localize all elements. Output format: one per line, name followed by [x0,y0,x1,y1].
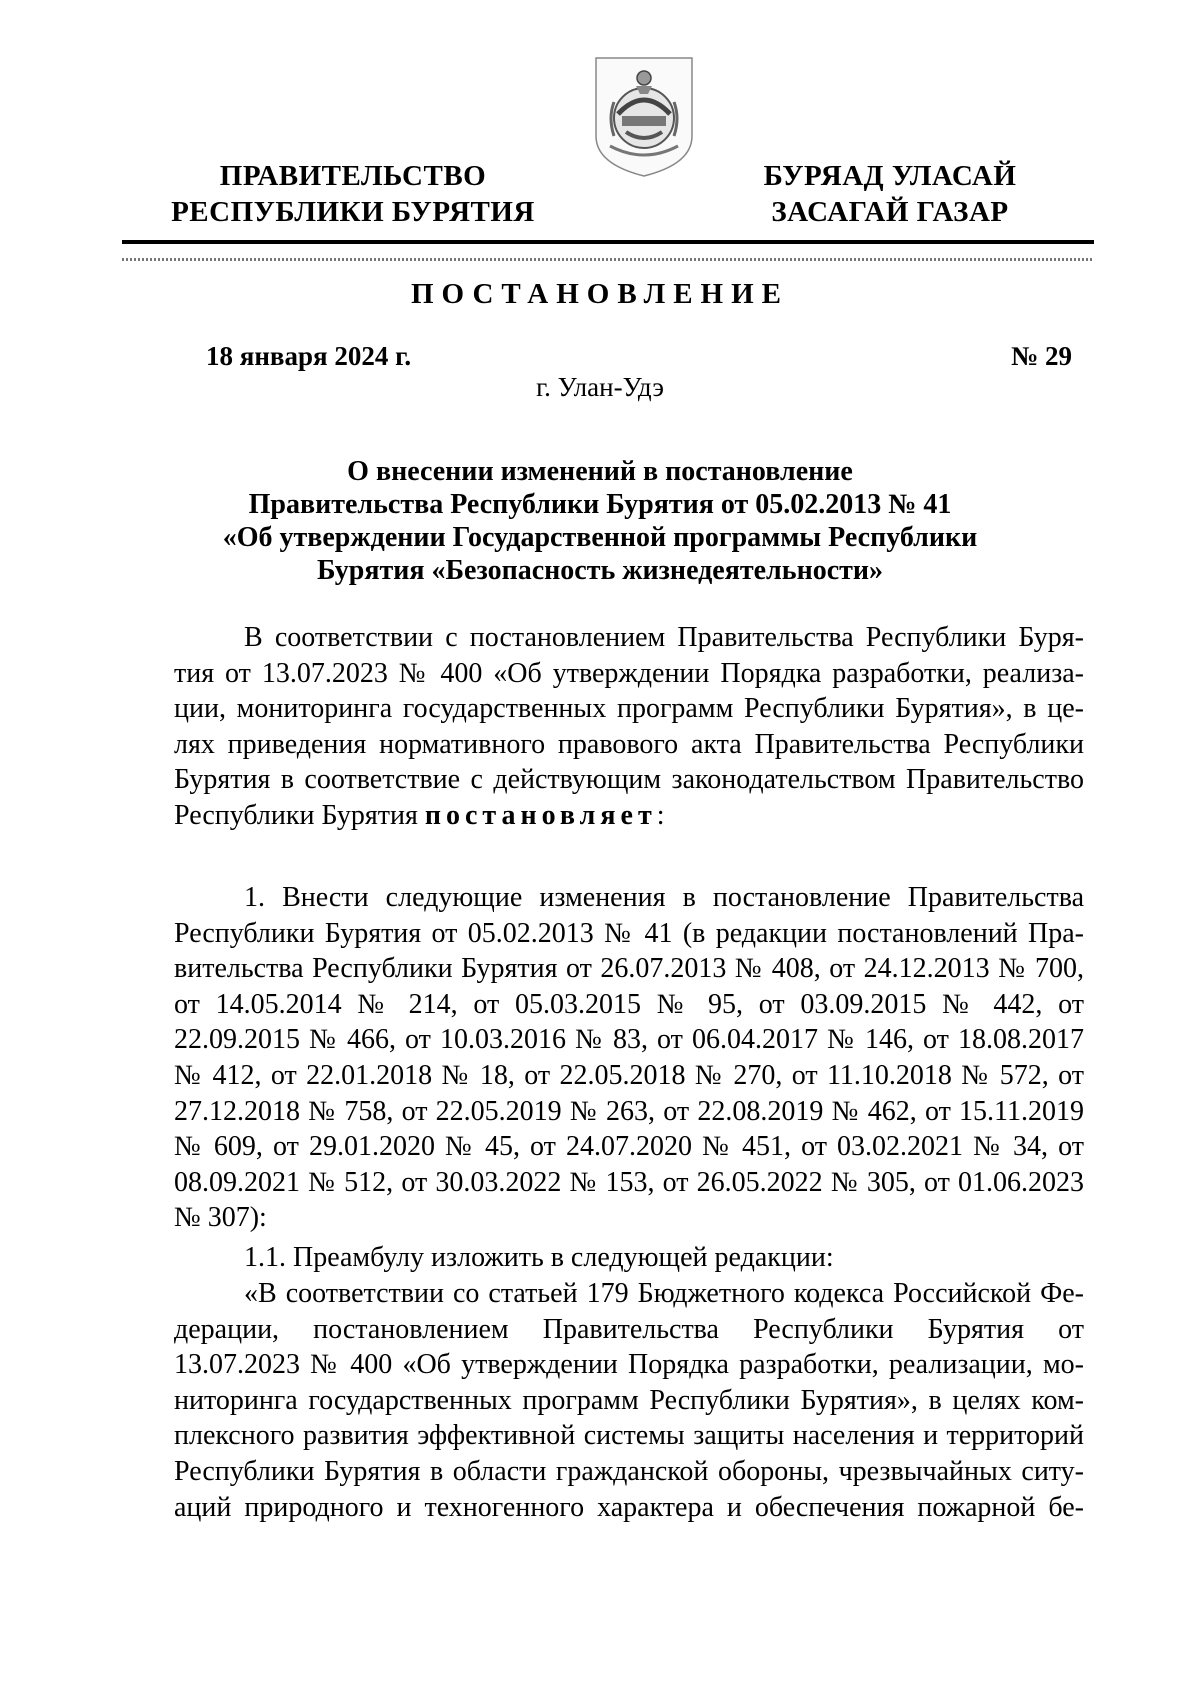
text-line: плексного развития эффективной системы защиты населения и территорий [174,1420,1084,1452]
header-right-line1: БУРЯАД УЛАСАЙ [763,160,1017,192]
document-type: ПОСТАНОВЛЕНИЕ [410,278,789,310]
title-line: Бурятия «Безопасность жизнедеятельности» [316,555,884,586]
text-line: 1.1. Преамбулу изложить в следующей редакции: [244,1242,834,1273]
item-1-paragraph [174,880,1084,1236]
title-line: О внесении изменений в постановление [347,456,853,487]
text-line: вительства Республики Бурятия от 26.07.2013 № 408, от 24.12.2013 № 700, [174,953,1084,985]
text-line: ции, мониторинга государственных программ Республики Бурятия», в це- [174,693,1084,725]
text-line: № 412, от 22.01.2018 № 18, от 22.05.2018 № 270, от 11.10.2018 № 572, от [174,1059,1084,1091]
new-preamble-paragraph [174,1276,1084,1525]
title-line: Правительства Республики Бурятия от 05.02.2013 № 41 [248,489,952,520]
header-divider-thick [122,240,1094,244]
text-line: от 14.05.2014 № 214, от 05.03.2015 № 95, от 03.09.2015 № 442, от [174,988,1084,1020]
text-fragment: : [656,799,665,831]
text-line: Бурятия в соответствие с действующим законодательством Правительство [174,764,1084,796]
title-line: «Об утверждении Государственной программы Республики [222,522,978,553]
text-line: 08.09.2021 № 512, от 30.03.2022 № 153, от 26.05.2022 № 305, от 01.06.2023 [174,1166,1084,1198]
document-date: 18 января 2024 г. [206,341,412,371]
preamble-paragraph [174,620,1084,834]
text-line: 27.12.2018 № 758, от 22.05.2019 № 263, от 22.08.2019 № 462, от 15.11.2019 [174,1095,1084,1127]
text-line: Республики Бурятия от 05.02.2013 № 41 (в редакции постановлений Пра- [174,917,1084,949]
text-line: Республики Бурятия в области гражданской обороны, чрезвычайных ситу- [174,1455,1084,1487]
header-left-line1: ПРАВИТЕЛЬСТВО [219,160,487,192]
item-1-1-heading [174,1240,1084,1276]
government-name-russian [148,158,558,230]
text-line: ниторинга государственных программ Республики Бурятия», в целях ком- [174,1384,1084,1416]
decree-word: постановляет [424,799,657,831]
header-right-line2: ЗАСАГАЙ ГАЗАР [771,196,1009,228]
text-line: В соответствии с постановлением Правительства Республики Буря- [244,622,1084,653]
header-left-line2: РЕСПУБЛИКИ БУРЯТИЯ [171,196,535,228]
text-line: № 307): [174,1202,267,1234]
document-number: № 29 [1011,341,1072,371]
text-line [174,798,1084,834]
text-line: дерации, постановлением Правительства Республики Бурятия от [174,1313,1084,1345]
text-fragment: Республики Бурятия [174,799,425,831]
text-line: аций природного и техногенного характера и обеспечения пожарной бе- [174,1491,1084,1523]
text-line: 22.09.2015 № 466, от 10.03.2016 № 83, от 06.04.2017 № 146, от 18.08.2017 [174,1024,1084,1056]
header-divider-thin [122,258,1094,261]
government-name-buryat [730,158,1050,230]
text-line: «В соответствии со статьей 179 Бюджетного кодекса Российской Фе- [244,1278,1084,1309]
document-title [160,455,1040,587]
text-line: лях приведения нормативного правового акта Правительства Республики [174,728,1084,760]
document-city: г. Улан-Удэ [536,372,664,402]
text-line: № 609, от 29.01.2020 № 45, от 24.07.2020 № 451, от 03.02.2021 № 34, от [174,1131,1084,1163]
coat-of-arms-icon [592,52,696,180]
text-line: тия от 13.07.2023 № 400 «Об утверждении Порядка разработки, реализа- [174,657,1084,689]
text-line: 13.07.2023 № 400 «Об утверждении Порядка разработки, реализации, мо- [174,1349,1084,1381]
text-line: 1. Внести следующие изменения в постановление Правительства [244,882,1084,913]
